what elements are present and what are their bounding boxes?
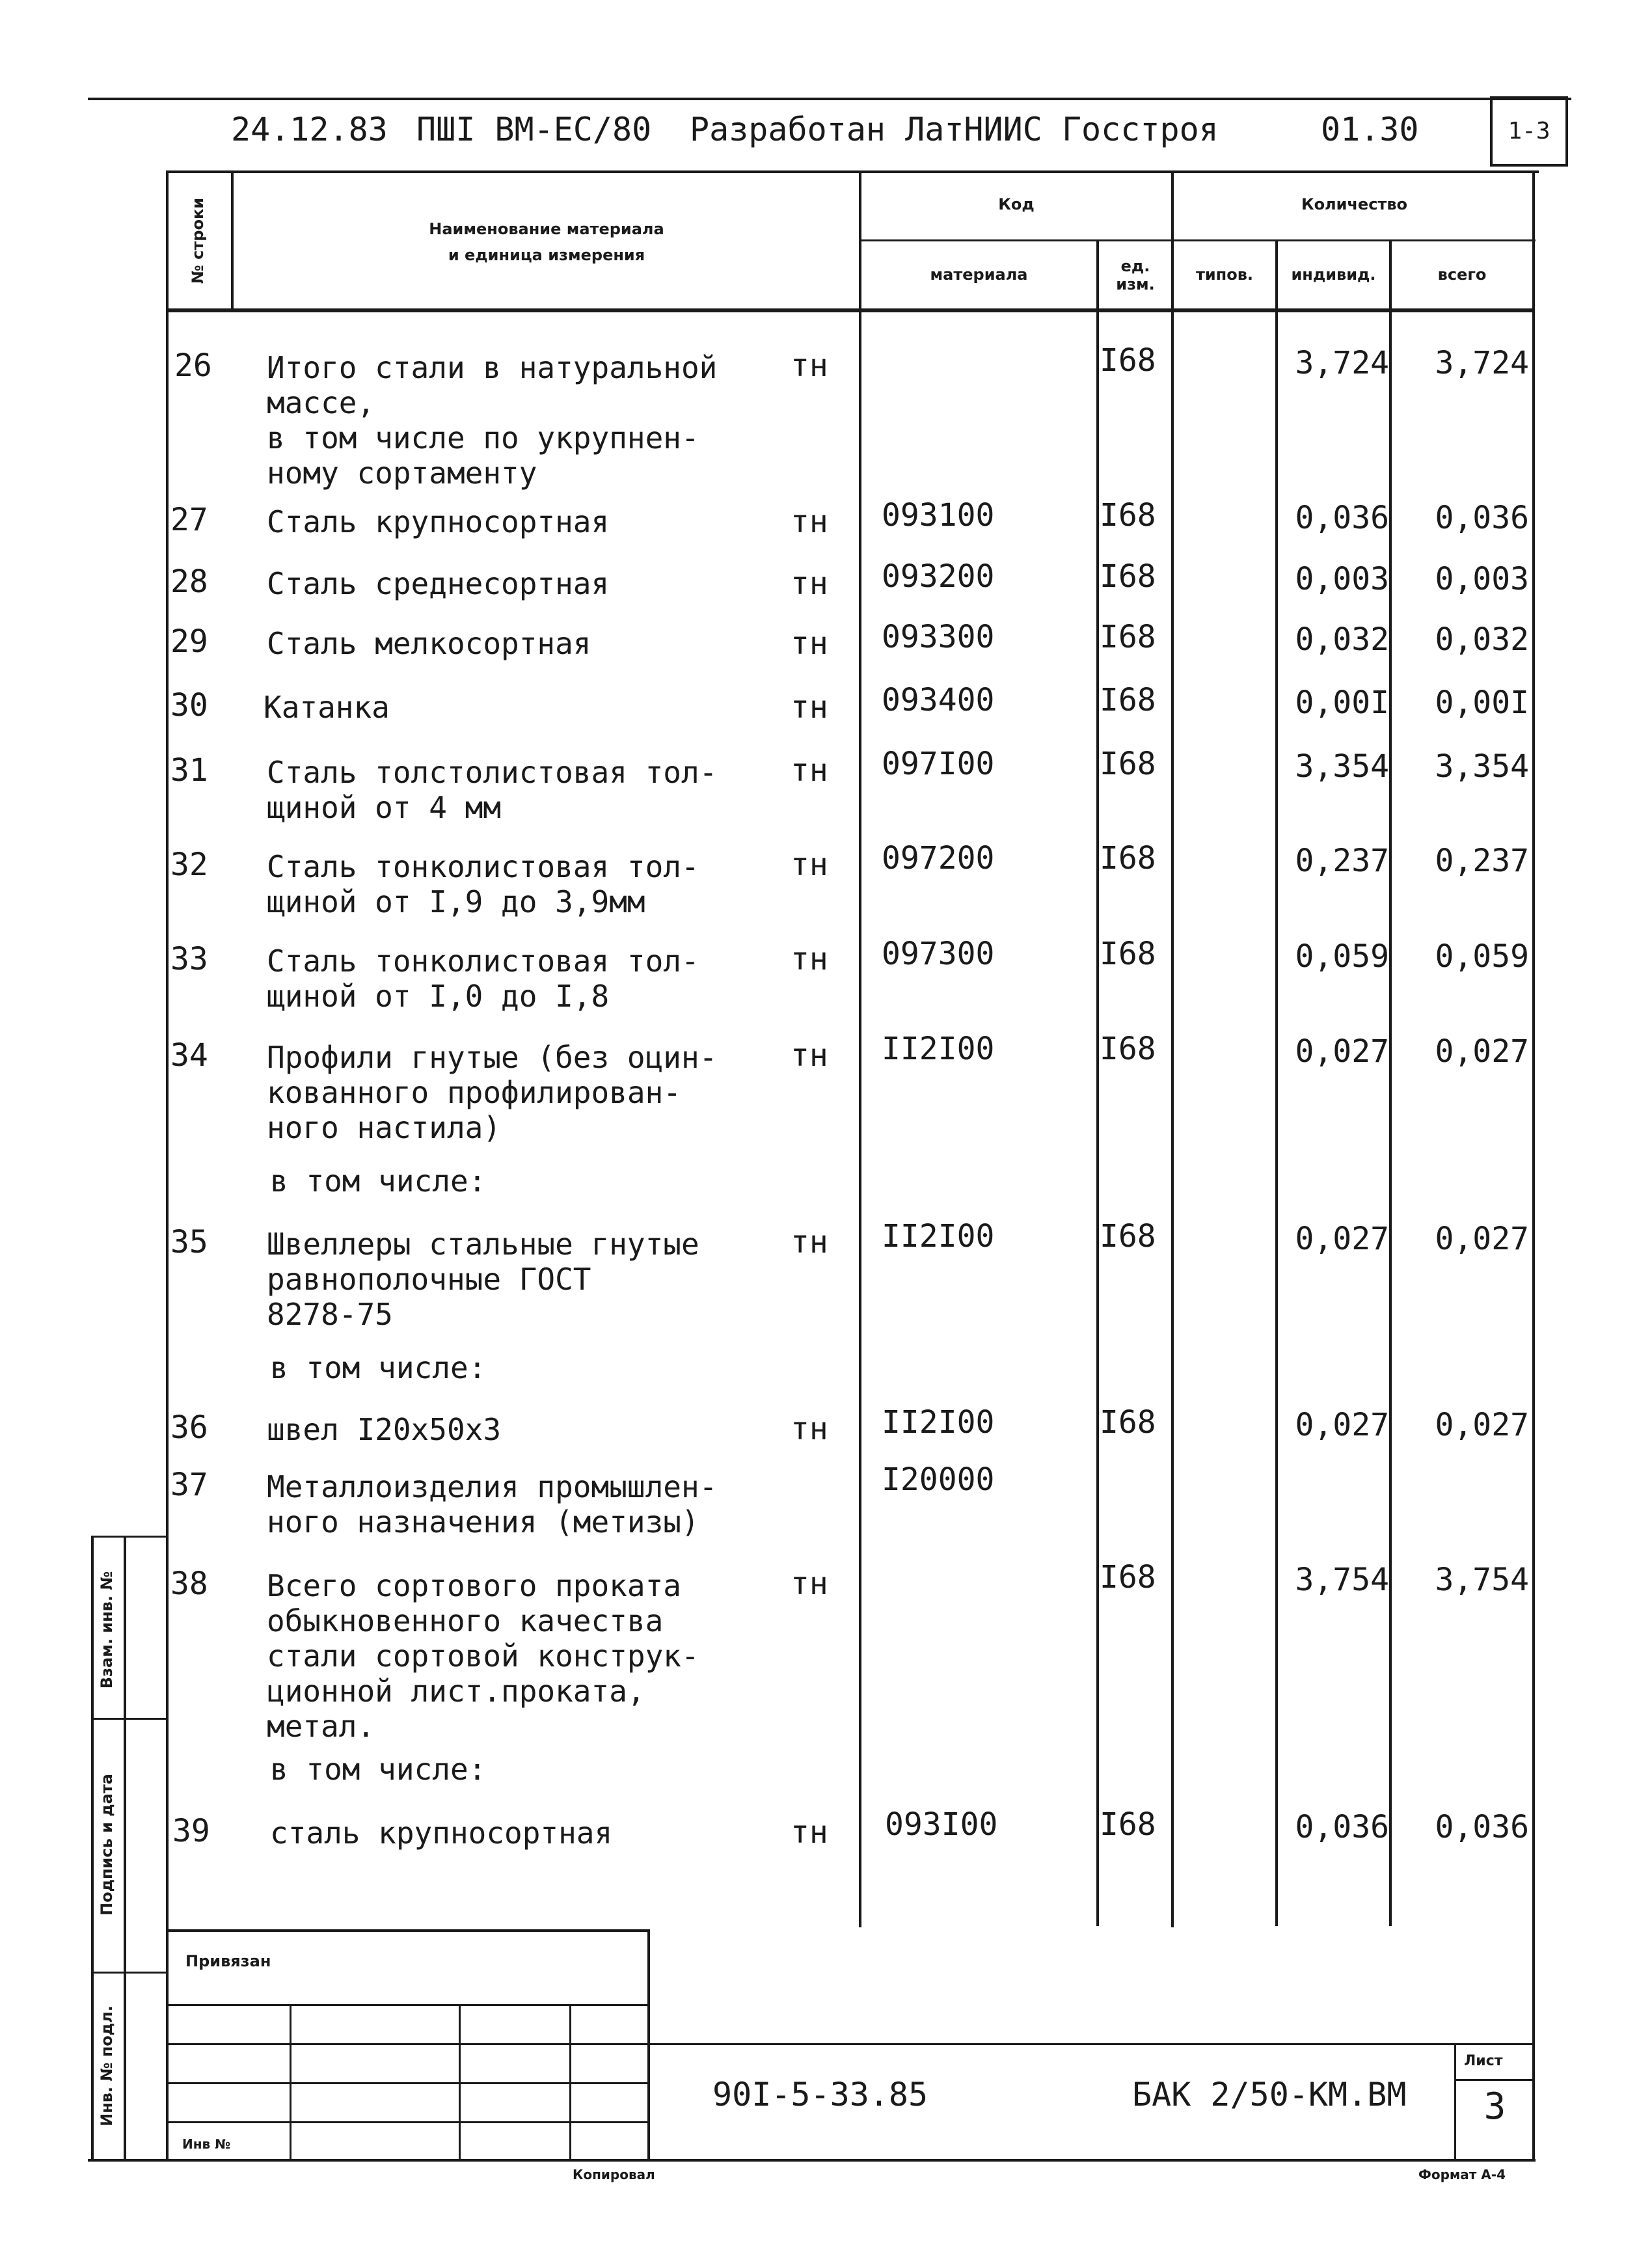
row-total: 3,354 — [1435, 748, 1529, 785]
row-unit: тн — [791, 1037, 828, 1074]
stamp-list-no: 3 — [1483, 2085, 1506, 2128]
row-total: 0,027 — [1435, 1407, 1529, 1443]
table-left-border — [166, 170, 169, 2162]
row-unit-code: I68 — [1100, 746, 1156, 782]
header-bottom-rule — [166, 308, 1535, 312]
row-unit-code: I68 — [1100, 558, 1156, 595]
footer-format: Формат А-4 — [1418, 2167, 1506, 2182]
header-code: 01.30 — [1321, 111, 1419, 148]
stamp-privyazan: Привязан — [185, 1952, 271, 1970]
row-individual: 0,032 — [1295, 621, 1389, 658]
stamp-col-2 — [459, 2004, 461, 2160]
row-code: 093400 — [882, 682, 995, 718]
row-code: 093100 — [882, 497, 995, 534]
table-right-border — [1532, 170, 1535, 2162]
row-name: Сталь крупносортная — [267, 504, 610, 539]
row-unit-code: I68 — [1100, 936, 1156, 972]
row-name: Сталь толстолистовая тол- щиной от 4 мм — [267, 755, 718, 825]
row-unit: тн — [791, 1814, 828, 1851]
row-code: 097200 — [882, 840, 995, 876]
stamp-sheet-code: БАК 2/50-КМ.ВМ — [1132, 2076, 1407, 2113]
table-top-border — [166, 170, 1539, 173]
row-subheading: в том числе: — [270, 1752, 487, 1787]
row-unit-code: I68 — [1100, 1218, 1156, 1255]
row-no: 37 — [170, 1467, 208, 1503]
row-total: 0,237 — [1435, 843, 1529, 879]
margin-rule-1 — [91, 1536, 166, 1538]
row-no: 32 — [170, 847, 208, 883]
col-unit-divider — [1171, 170, 1174, 1927]
row-no: 36 — [170, 1409, 208, 1446]
margin-rule-3 — [91, 1972, 166, 1974]
row-individual: 0,00I — [1295, 685, 1389, 721]
row-unit-code: I68 — [1100, 1404, 1156, 1441]
col-code-divider — [1096, 241, 1099, 1926]
stamp-col-1 — [290, 2004, 291, 2160]
row-individual: 0,036 — [1295, 500, 1389, 536]
stamp-doc-no: 90I-5-33.85 — [712, 2076, 928, 2113]
row-unit: тн — [791, 941, 828, 977]
col-header-qty-typical: типов. — [1195, 265, 1254, 284]
row-no: 30 — [170, 687, 208, 724]
row-no: 35 — [170, 1224, 208, 1260]
row-total: 0,003 — [1435, 561, 1529, 597]
col-typ-divider — [1275, 241, 1278, 1926]
col-header-qty-individual: индивид. — [1291, 265, 1376, 284]
row-unit-code: I68 — [1100, 1806, 1156, 1843]
row-total: 0,036 — [1435, 1809, 1529, 1845]
row-unit-code: I68 — [1100, 1031, 1156, 1067]
row-unit: тн — [791, 847, 828, 883]
row-no: 31 — [170, 752, 208, 789]
row-code: II2I00 — [882, 1218, 995, 1255]
row-name: Металлоизделия промышлен- ного назначения (метизы) — [267, 1469, 718, 1540]
row-unit: тн — [791, 347, 828, 384]
row-no: 26 — [174, 347, 212, 384]
col-header-name-1: Наименование материала — [429, 220, 664, 238]
row-no: 34 — [170, 1037, 208, 1074]
header-box: 1-3 — [1490, 96, 1568, 167]
row-unit: тн — [791, 1566, 828, 1602]
row-unit: тн — [791, 565, 828, 602]
row-code: 097300 — [882, 936, 995, 972]
row-unit: тн — [791, 752, 828, 789]
row-name: Сталь среднесортная — [267, 566, 610, 601]
top-rule — [88, 98, 1571, 100]
subheader-rule — [859, 239, 1536, 241]
row-unit-code: I68 — [1100, 497, 1156, 534]
margin-rule-2 — [91, 1718, 166, 1720]
row-individual: 3,354 — [1295, 748, 1389, 785]
row-unit-code: I68 — [1100, 840, 1156, 876]
row-name: Швеллеры стальные гнутые равнополочные ГОСТ 8278-75 — [267, 1227, 699, 1332]
row-unit-code: I68 — [1100, 682, 1156, 718]
col-name-divider — [859, 170, 861, 1927]
stamp-top-rule — [166, 1929, 647, 1932]
col-header-row-no: № строки — [189, 197, 207, 284]
row-name: Сталь мелкосортная — [267, 626, 591, 661]
col-no-divider — [231, 170, 234, 310]
margin-outer-line — [91, 1536, 94, 2160]
row-total: 0,059 — [1435, 938, 1529, 975]
row-code: 093200 — [882, 558, 995, 595]
row-code: I20000 — [882, 1461, 995, 1498]
margin-label-inv: Инв. № подл. — [98, 2005, 116, 2126]
row-individual: 3,754 — [1295, 1562, 1389, 1598]
stamp-rule-3 — [166, 2082, 647, 2084]
header-system: ПШI ВМ-ЕС/80 — [416, 111, 652, 148]
margin-inner-line — [124, 1536, 126, 2160]
col-header-code-unit: ед. изм. — [1116, 257, 1155, 293]
row-name: Сталь тонколистовая тол- щиной от I,0 до I,8 — [267, 943, 699, 1014]
row-unit: тн — [791, 504, 828, 540]
row-unit: тн — [791, 625, 828, 662]
stamp-rule-4 — [166, 2121, 647, 2123]
row-name: сталь крупносортная — [270, 1815, 613, 1851]
footer-kopiroval: Копировал — [573, 2167, 655, 2182]
row-unit: тн — [791, 1224, 828, 1260]
row-total: 3,724 — [1435, 345, 1529, 381]
row-individual: 0,027 — [1295, 1033, 1389, 1070]
row-individual: 0,059 — [1295, 938, 1389, 975]
row-subheading: в том числе: — [270, 1163, 487, 1199]
row-name: Итого стали в натуральной массе, в том числе по укрупнен- ному сортаменту — [267, 350, 718, 491]
col-header-code-group: Код — [998, 195, 1035, 213]
row-name: Катанка — [264, 690, 390, 725]
row-individual: 3,724 — [1295, 345, 1389, 381]
stamp-rule-1 — [166, 2004, 647, 2006]
stamp-rule-2 — [166, 2043, 1532, 2045]
row-code: 093300 — [882, 619, 995, 655]
row-code: II2I00 — [882, 1031, 995, 1067]
stamp-list-label: Лист — [1464, 2053, 1503, 2069]
row-code: 093I00 — [885, 1806, 998, 1843]
row-no: 33 — [170, 941, 208, 977]
row-unit-code: I68 — [1100, 342, 1156, 379]
row-unit: тн — [791, 689, 828, 726]
margin-label-vzam: Взам. инв. № — [98, 1571, 116, 1689]
row-code: II2I00 — [882, 1404, 995, 1441]
row-unit-code: I68 — [1100, 1559, 1156, 1595]
row-name: швел I20x50x3 — [267, 1412, 502, 1447]
row-no: 27 — [170, 502, 208, 538]
row-no: 28 — [170, 563, 208, 600]
col-header-qty-total: всего — [1437, 265, 1487, 284]
col-header-qty-group: Количество — [1301, 195, 1408, 213]
stamp-col-3 — [569, 2004, 571, 2160]
row-total: 0,00I — [1435, 685, 1529, 721]
col-ind-divider — [1389, 241, 1392, 1926]
row-individual: 0,036 — [1295, 1809, 1389, 1845]
row-name: Всего сортового проката обыкновенного качества стали сортовой конструк- ционной лист.проката, метал. — [267, 1568, 699, 1744]
row-total: 0,027 — [1435, 1033, 1529, 1070]
bottom-rule — [88, 2159, 1536, 2162]
row-total: 0,027 — [1435, 1221, 1529, 1257]
row-individual: 0,027 — [1295, 1407, 1389, 1443]
header-date: 24.12.83 — [231, 111, 388, 148]
row-unit: тн — [791, 1411, 828, 1447]
row-name: Сталь тонколистовая тол- щиной от I,9 до 3,9мм — [267, 849, 699, 919]
row-total: 0,032 — [1435, 621, 1529, 658]
col-header-code-material: материала — [930, 265, 1028, 284]
col-header-name-2: и единица измерения — [448, 246, 645, 264]
row-name: Профили гнутые (без оцин- кованного профилирован- ного настила) — [267, 1040, 718, 1145]
margin-label-podpis: Подпись и дата — [98, 1774, 116, 1916]
row-code: 097I00 — [882, 746, 995, 782]
stamp-list-rule — [1454, 2079, 1532, 2081]
stamp-list-divider — [1454, 2043, 1456, 2160]
row-no: 39 — [172, 1813, 210, 1849]
row-individual: 0,003 — [1295, 561, 1389, 597]
row-individual: 0,237 — [1295, 843, 1389, 879]
row-total: 0,036 — [1435, 500, 1529, 536]
row-unit-code: I68 — [1100, 619, 1156, 655]
row-individual: 0,027 — [1295, 1221, 1389, 1257]
row-subheading: в том числе: — [270, 1350, 487, 1385]
header-developer: Разработан ЛатНИИС Госстроя — [690, 111, 1219, 148]
stamp-inv-no: Инв № — [182, 2136, 231, 2152]
row-no: 29 — [170, 623, 208, 660]
row-no: 38 — [170, 1566, 208, 1602]
row-total: 3,754 — [1435, 1562, 1529, 1598]
